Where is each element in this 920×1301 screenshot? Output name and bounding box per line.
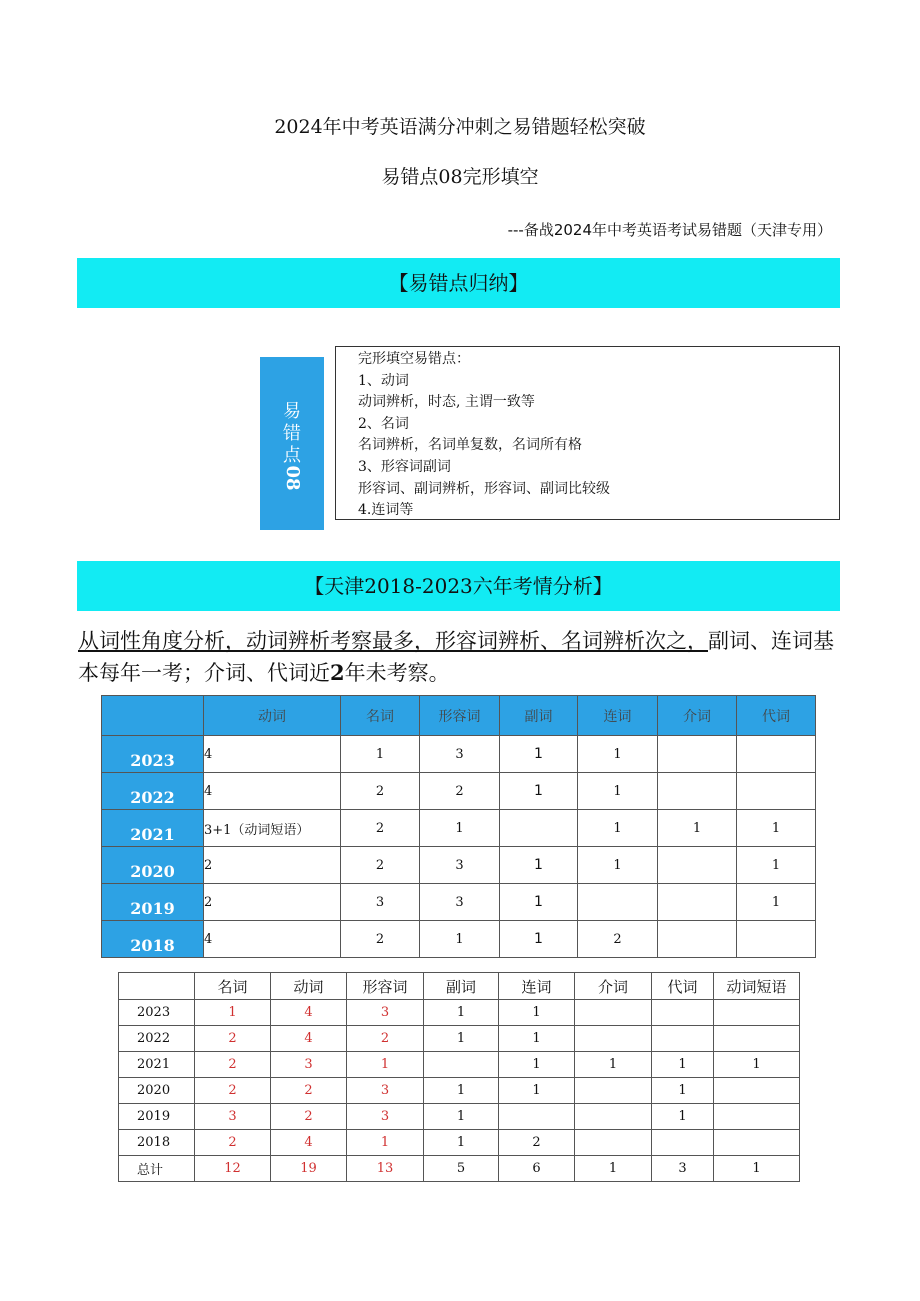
table-row [119, 1104, 800, 1130]
table-cell: 2 [420, 773, 500, 810]
table-cell: 3 [271, 1052, 347, 1078]
table-header-cell [119, 973, 195, 1000]
table-cell [658, 884, 737, 921]
table-cell: 2 [271, 1078, 347, 1104]
side-label-box [260, 357, 324, 530]
table-header-cell: 连词 [578, 696, 658, 736]
table-header-cell: 动词短语 [714, 973, 800, 1000]
table-cell [737, 736, 816, 773]
note-line: 1、动词 [358, 372, 409, 389]
table-cell [658, 921, 737, 958]
table-cell: 1 [500, 847, 578, 884]
table-cell [575, 1000, 652, 1026]
note-line: 4.连词等 [358, 502, 414, 519]
table-cell [575, 1078, 652, 1104]
table-cell: 2 [341, 847, 420, 884]
table-cell: 3+1（动词短语） [204, 810, 341, 847]
table-cell: 2 [341, 810, 420, 847]
table-cell: 1 [578, 847, 658, 884]
table-cell: 13 [347, 1156, 424, 1182]
note-line: 3、形容词副词 [358, 458, 451, 475]
table-cell: 3 [347, 1104, 424, 1130]
table-cell [658, 773, 737, 810]
table-cell [652, 1130, 714, 1156]
table-cell [658, 736, 737, 773]
row-label: 2019 [119, 1104, 195, 1130]
table-cell: 2 [578, 921, 658, 958]
table-header-cell: 连词 [499, 973, 575, 1000]
analysis-bold: 2 [330, 660, 345, 685]
table-header-cell: 名词 [195, 973, 271, 1000]
table-cell: 2 [195, 1078, 271, 1104]
table-cell: 2 [204, 884, 341, 921]
table-cell: 1 [714, 1052, 800, 1078]
table-cell [714, 1026, 800, 1052]
analysis-paragraph [78, 626, 838, 689]
table-cell: 2 [195, 1130, 271, 1156]
note-line: 完形填空易错点： [358, 351, 470, 367]
side-label-char: 易 [283, 401, 301, 422]
year-cell: 2018 [102, 921, 204, 958]
table-cell: 1 [499, 1078, 575, 1104]
table-cell: 3 [420, 884, 500, 921]
table-cell: 1 [499, 1052, 575, 1078]
table-cell: 3 [195, 1104, 271, 1130]
summary-stats-table [118, 972, 800, 1182]
row-label: 总计 [119, 1156, 195, 1182]
table-row [119, 1130, 800, 1156]
table-cell [575, 1104, 652, 1130]
table-cell: 3 [652, 1156, 714, 1182]
table-cell [714, 1078, 800, 1104]
table-cell: 1 [578, 736, 658, 773]
table-header-cell [102, 696, 204, 736]
table-cell [737, 773, 816, 810]
note-line: 2、名词 [358, 415, 409, 432]
table-header-cell: 动词 [204, 696, 341, 736]
table-header-cell: 形容词 [347, 973, 424, 1000]
table-cell: 2 [195, 1026, 271, 1052]
table-cell: 4 [204, 921, 341, 958]
table-cell: 1 [737, 847, 816, 884]
table-cell: 4 [271, 1000, 347, 1026]
table-cell: 12 [195, 1156, 271, 1182]
table-cell: 1 [420, 810, 500, 847]
table-row [102, 736, 816, 773]
table-row [102, 773, 816, 810]
table-cell: 1 [578, 773, 658, 810]
table-row [119, 1078, 800, 1104]
row-label: 2020 [119, 1078, 195, 1104]
table-cell: 1 [737, 884, 816, 921]
table-cell: 1 [575, 1052, 652, 1078]
side-label-number: 08 [282, 465, 303, 491]
table-cell [652, 1026, 714, 1052]
table-cell: 1 [578, 810, 658, 847]
table-cell [714, 1130, 800, 1156]
table-cell [658, 847, 737, 884]
year-cell: 2019 [102, 884, 204, 921]
table-cell: 1 [424, 1104, 499, 1130]
table-cell: 1 [500, 736, 578, 773]
table-header-cell: 形容词 [420, 696, 500, 736]
table-cell [500, 810, 578, 847]
table-cell: 2 [195, 1052, 271, 1078]
table-cell: 2 [347, 1026, 424, 1052]
table-cell [424, 1052, 499, 1078]
table-cell: 19 [271, 1156, 347, 1182]
table-cell: 1 [424, 1026, 499, 1052]
table-header-cell: 代词 [737, 696, 816, 736]
table-cell [714, 1000, 800, 1026]
table-row [102, 810, 816, 847]
table-cell: 1 [575, 1156, 652, 1182]
table-row [119, 1052, 800, 1078]
page-tagline: ---备战2024年中考英语考试易错题（天津专用） [507, 221, 832, 239]
table-cell: 2 [499, 1130, 575, 1156]
table-cell: 1 [341, 736, 420, 773]
table-cell: 4 [271, 1130, 347, 1156]
year-cell: 2020 [102, 847, 204, 884]
row-label: 2021 [119, 1052, 195, 1078]
table-cell: 4 [204, 773, 341, 810]
table-cell: 1 [347, 1052, 424, 1078]
table-cell [575, 1130, 652, 1156]
table-cell: 3 [347, 1078, 424, 1104]
table-header-row [119, 973, 800, 1000]
table-cell [652, 1000, 714, 1026]
table-cell: 6 [499, 1156, 575, 1182]
table-cell: 3 [341, 884, 420, 921]
table-header-cell: 介词 [575, 973, 652, 1000]
table-header-cell: 名词 [341, 696, 420, 736]
table-cell: 1 [652, 1078, 714, 1104]
table-cell: 1 [652, 1052, 714, 1078]
year-cell: 2021 [102, 810, 204, 847]
table-cell [575, 1026, 652, 1052]
row-label: 2022 [119, 1026, 195, 1052]
table-header-cell: 介词 [658, 696, 737, 736]
table-cell: 1 [500, 884, 578, 921]
note-line: 动词辨析，时态, 主谓一致等 [358, 394, 535, 411]
table-cell: 2 [271, 1104, 347, 1130]
table-cell: 1 [499, 1000, 575, 1026]
analysis-text: 副词、连词基本每年一考；介词、代词近 [78, 629, 834, 685]
side-label-char: 错 [283, 423, 301, 444]
side-label-char: 点 [283, 445, 301, 466]
table-cell: 2 [204, 847, 341, 884]
table-cell [737, 921, 816, 958]
table-cell: 1 [652, 1104, 714, 1130]
table-cell: 2 [341, 921, 420, 958]
table-cell: 4 [204, 736, 341, 773]
table-cell: 1 [424, 1130, 499, 1156]
table-cell: 1 [420, 921, 500, 958]
table-cell: 2 [341, 773, 420, 810]
year-cell: 2022 [102, 773, 204, 810]
table-header-row [102, 696, 816, 736]
table-row [119, 1026, 800, 1052]
analysis-text: 年未考察。 [344, 661, 450, 685]
table-cell: 1 [737, 810, 816, 847]
page-subheading: 易错点08完形填空 [381, 166, 539, 188]
table-cell: 1 [500, 773, 578, 810]
row-label: 2018 [119, 1130, 195, 1156]
notes-box [335, 346, 840, 520]
table-cell: 1 [424, 1078, 499, 1104]
table-cell: 3 [420, 847, 500, 884]
table-cell: 1 [195, 1000, 271, 1026]
table-row [119, 1000, 800, 1026]
table-cell: 1 [424, 1000, 499, 1026]
table-row [102, 884, 816, 921]
table-cell: 1 [714, 1156, 800, 1182]
table-row [102, 921, 816, 958]
note-line: 形容词、副词辨析，形容词、副词比较级 [358, 480, 610, 497]
table-cell: 1 [499, 1026, 575, 1052]
table-cell: 3 [347, 1000, 424, 1026]
table-row [102, 847, 816, 884]
table-cell [499, 1104, 575, 1130]
table-cell: 3 [420, 736, 500, 773]
page-title: 2024年中考英语满分冲刺之易错题轻松突破 [274, 116, 646, 138]
table-cell: 5 [424, 1156, 499, 1182]
table-header-cell: 副词 [424, 973, 499, 1000]
table-cell [714, 1104, 800, 1130]
table-cell: 1 [500, 921, 578, 958]
table-cell: 1 [658, 810, 737, 847]
year-cell: 2023 [102, 736, 204, 773]
table-header-cell: 副词 [500, 696, 578, 736]
table-header-cell: 动词 [271, 973, 347, 1000]
note-line: 名词辨析，名词单复数，名词所有格 [358, 437, 582, 454]
table-header-cell: 代词 [652, 973, 714, 1000]
table-cell [578, 884, 658, 921]
table-total-row [119, 1156, 800, 1182]
section-banner-analysis: 【天津2018-2023六年考情分析】 [77, 561, 840, 611]
row-label: 2023 [119, 1000, 195, 1026]
section-banner-summary: 【易错点归纳】 [77, 258, 840, 308]
analysis-underlined: 从词性角度分析，动词辨析考察最多，形容词辨析、名词辨析次之， [78, 629, 708, 653]
exam-stats-table [101, 695, 816, 958]
table-cell: 1 [347, 1130, 424, 1156]
table-cell: 4 [271, 1026, 347, 1052]
